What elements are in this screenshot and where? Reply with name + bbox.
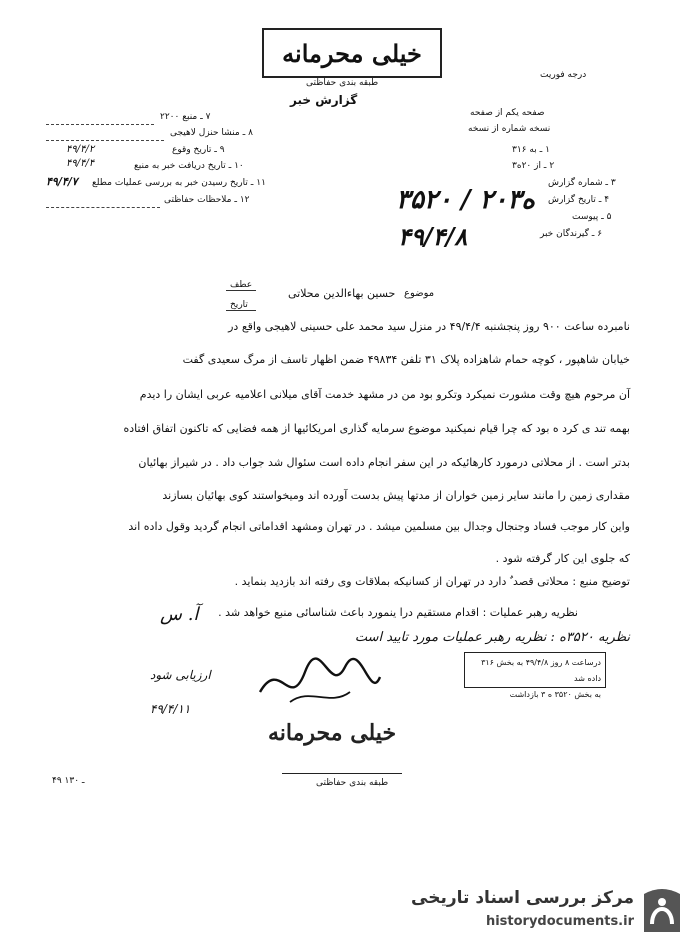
body-line: آن مرحوم هیچ وقت مشورت نمیکرد وتکرو بود من در مشهد خدمت آقای میلانی اعلامیه عربی ایشان را دیدم (139, 388, 630, 401)
meta-item-1: ۱ ـ به ۳۱۶ (512, 145, 550, 155)
bottom-class-label: طبقه بندی حفاظتی (316, 778, 389, 788)
body-line: بهمه تند ی کرد ه بود که چرا قیام نمیکنید موضوع سرمایه گذاری امریکائیها از همه فضایی که تاکنون اتفاق افتاده (123, 422, 630, 435)
meta-item-5: ۵ ـ پیوست (572, 212, 612, 222)
body-line: خیابان شاهپور ، کوچه حمام شاهزاده پلاک ۳۱ تلفن ۴۹۸۳۴ ضمن اظهار تاسف از مرگ سعیدی گفت (182, 353, 630, 366)
meta-item-7: ۷ ـ منبع ۲۲۰۰ (160, 112, 211, 122)
report-title: گزارش خبر (290, 93, 358, 107)
footer-logo-block (412, 880, 690, 940)
meta-item-11: ۱۱ ـ تاریخ رسیدن خبر به بررسی عملیات مطلع (92, 178, 266, 188)
footer-emblem-icon (638, 884, 686, 936)
form-number: ۴۹ ـ ۱۳۰ (52, 776, 85, 786)
bottom-classification-stamp: خیلی محرمانه (268, 720, 397, 746)
source-note: توضیح منبع : محلاتی قصد ٌ دارد در تهران از کسانیکه بملاقات وی رفته اند بازدید بنماید . (234, 575, 630, 588)
body-line: مقداری زمین را مانند سایر زمین خواران از مدتها پیش بدست آورده اند ومیخواستند کوی بهائیان بسازند (162, 489, 630, 502)
receipt-stamp-line1: درساعت ۸ روز ۴۹/۴/۸ به بخش ۳۱۶ داده شد (481, 658, 601, 683)
classification-label: طبقه بندی حفاظتی (306, 78, 379, 88)
meta-item-9-value: ۴۹/۴/۲ (66, 144, 95, 155)
signature-scribble (250, 652, 390, 712)
archive-date: ۴۹/۴/۱۱ (150, 702, 191, 716)
meta-item-11-value: ۴۹/۴/۷ (46, 175, 78, 188)
meta-item-4: ۴ ـ تاریخ گزارش (548, 195, 610, 205)
meta-item-10-value: ۴۹/۴/۴ (66, 158, 95, 169)
meta-item-8: ۸ ـ منشا حنزل لاهیجی (170, 128, 253, 138)
receipt-stamp (464, 652, 606, 699)
footer-org-name: مرکز بررسی اسناد تاریخی (411, 888, 634, 908)
date-label: تاریخ (230, 300, 248, 310)
subject-text: حسین بهاءالدین محلاتی (288, 287, 396, 300)
meta-item-9: ۹ ـ تاریخ وقوع (172, 145, 225, 155)
body-line: که جلوی این کار گرفته شود . (495, 552, 630, 565)
top-classification-stamp (262, 28, 442, 78)
atf-label: عطف (230, 280, 253, 290)
meta-item-3: ۳ ـ شماره گزارش (548, 178, 616, 188)
body-line: واین کار موجب فساد وجنجال وجدال بین مسلمین میشد . در تهران ومشهد اقداماتی انجام گردید وقول داده اند (128, 520, 630, 533)
top-stamp-text: خیلی محرمانه (282, 38, 422, 68)
priority-label: درجه فوریت (540, 70, 587, 80)
meta-item-2: ۲ ـ از ۲۰ه۳ (512, 161, 555, 171)
signature-initials: آ. س (160, 604, 199, 625)
action-note: نظریه رهبر عملیات : اقدام مستقیم درا ینمورد باعث شناسائی منبع خواهد شد . (218, 606, 578, 619)
receipt-stamp-line2: به بخش ۳۵۲۰ ه ۳ بازداشت (509, 690, 601, 699)
meta-item-6: ۶ ـ گیرندگان خبر (540, 229, 603, 239)
footer-site: historydocuments.ir (485, 914, 634, 929)
handwritten-report-number: ۳۵۲۰ / ۲۰ه۳ (396, 185, 535, 215)
meta-page: صفحه یکم از صفحه (470, 108, 545, 118)
archive-note: ارزیابی شود (150, 668, 211, 682)
body-line: بدتر است . از محلاتی درمورد کارهائیکه در این سفر انجام داده است سئوال شد جواب داد . در شیراز بهائیان (138, 456, 630, 469)
body-line: نامبرده ساعت ۹۰۰ روز پنجشنبه ۴۹/۴/۴ در منزل سید محمد علی حسینی لاهیجی واقع در (228, 320, 630, 333)
meta-copy: نسخه شماره از نسخه (468, 124, 551, 134)
meta-item-12: ۱۲ ـ ملاحظات حفاظتی (164, 195, 250, 205)
meta-item-10: ۱۰ ـ تاریخ دریافت خبر به منبع (134, 161, 244, 171)
opinion-line: نظریه ۳۵۲۰ه : نظریه رهبر عملیات مورد تایید است (354, 630, 630, 645)
subject-label: موضوع (404, 288, 435, 299)
handwritten-report-date: ۴۹/۴/۸ (398, 222, 468, 251)
